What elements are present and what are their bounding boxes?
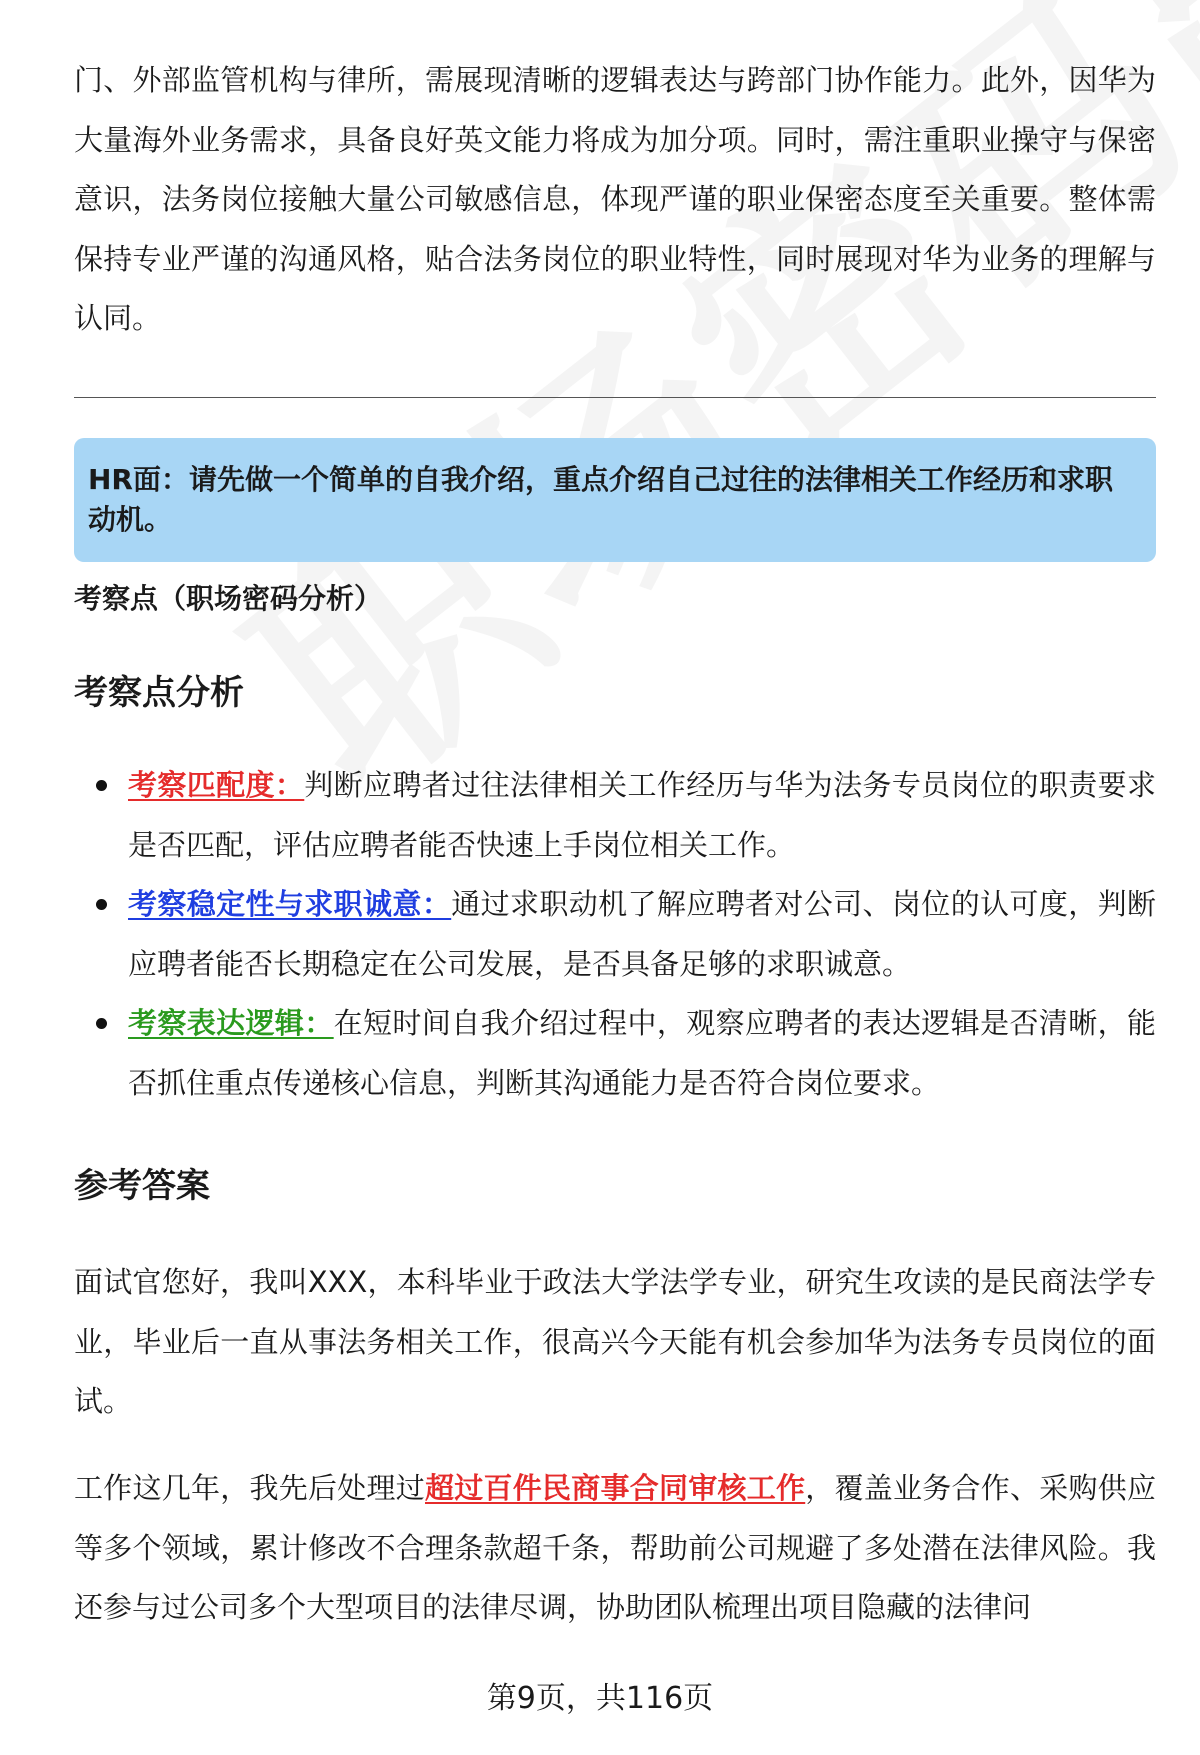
answer-p2-highlight: 超过百件民商事合同审核工作 [425,1471,806,1505]
answer-paragraph-1: 面试官您好，我叫XXX，本科毕业于政法大学法学专业，研究生攻读的是民商法学专业，毕业后一直从事法务相关工作，很高兴今天能有机会参加华为法务专员岗位的面试。 [74,1265,1156,1418]
list-item [74,994,1156,1113]
bullet-label-stability: 考察稳定性与求职诚意： [128,887,452,921]
intro-paragraph: 门、外部监管机构与律所，需展现清晰的逻辑表达与跨部门协作能力。此外，因华为大量海外业务需求，具备良好英文能力将成为加分项。同时，需注重职业操守与保密意识，法务岗位接触大量公司敏感信息，体现严谨的职业保密态度至关重要。整体需保持专业严谨的沟通风格，贴合法务岗位的职业特性，同时展现对华为业务的理解与认同。 [74,63,1156,335]
bullet-text-logic: 在短时间自我介绍过程中，观察应聘者的表达逻辑是否清晰，能否抓住重点传递核心信息，判断其沟通能力是否符合岗位要求。 [128,1006,1156,1100]
answer-paragraph-2 [74,1459,1156,1638]
analysis-list [74,756,1156,1113]
question-box [74,438,1156,562]
answer-p2-before: 工作这几年，我先后处理过 [74,1471,425,1505]
bullet-text-stability: 通过求职动机了解应聘者对公司、岗位的认可度，判断应聘者能否长期稳定在公司发展，是否具备足够的求职诚意。 [128,887,1156,981]
answer-p2-after: ，覆盖业务合作、采购供应等多个领域，累计修改不合理条款超千条，帮助前公司规避了多处潜在法律风险。我还参与过公司多个大型项目的法律尽调，协助团队梳理出项目隐藏的法律问 [74,1471,1156,1624]
bullet-dot-icon [96,780,107,791]
bullet-dot-icon [96,1018,107,1029]
bullet-dot-icon [96,899,107,910]
list-item [74,756,1156,875]
bullet-label-logic: 考察表达逻辑： [128,1006,334,1040]
bullet-text-match: 判断应聘者过往法律相关工作经历与华为法务专员岗位的职责要求是否匹配，评估应聘者能否快速上手岗位相关工作。 [128,768,1156,862]
kaocha-label: 考察点（职场密码分析） [74,582,383,615]
bullet-label-match: 考察匹配度： [128,768,305,802]
analysis-heading: 考察点分析 [74,673,244,713]
question-text: HR面：请先做一个简单的自我介绍，重点介绍自己过往的法律相关工作经历和求职动机。 [88,463,1113,536]
section-divider [74,397,1156,398]
list-item [74,875,1156,994]
answer-heading: 参考答案 [74,1166,210,1206]
page-number: 第9页，共116页 [486,1681,714,1716]
